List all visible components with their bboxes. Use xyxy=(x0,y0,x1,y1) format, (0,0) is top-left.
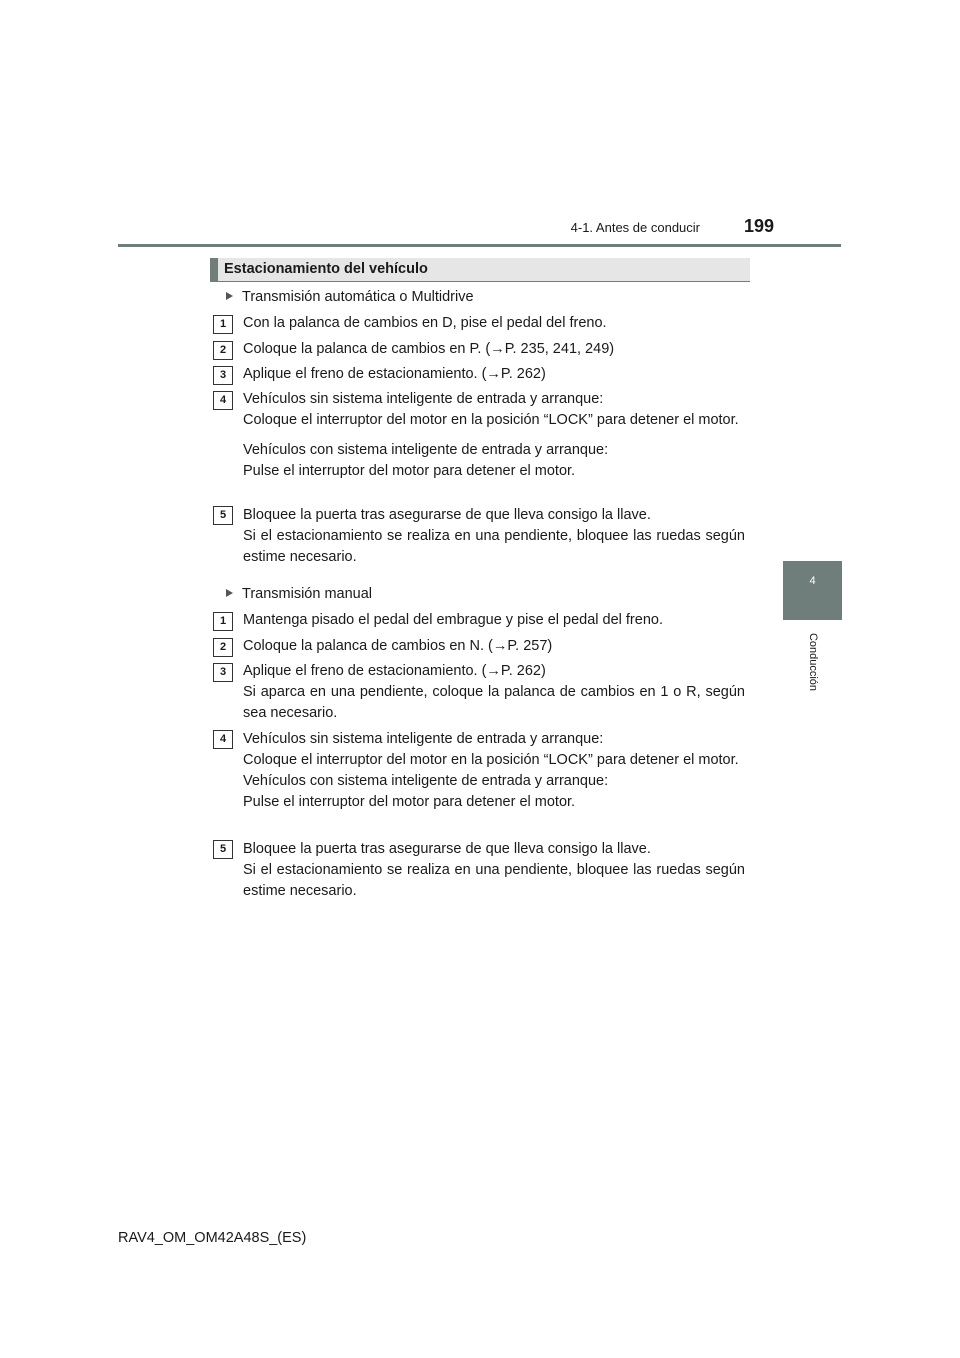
bullet-manual-text: Transmisión manual xyxy=(242,586,373,602)
step-text xyxy=(243,636,745,657)
step-number-box: 5 xyxy=(213,506,233,525)
step-text xyxy=(243,505,745,568)
step-line: Con la palanca de cambios en D, pise el pedal del freno. xyxy=(243,315,607,331)
step-number-box: 4 xyxy=(213,730,233,749)
chapter-label: Conducción xyxy=(807,632,819,692)
chapter-number: 4 xyxy=(809,575,816,587)
step-number-box: 1 xyxy=(213,315,233,334)
header-section-title: 4-1. Antes de conducir xyxy=(570,220,700,235)
step-line: Vehículos con sistema inteligente de entrada y arranque: xyxy=(243,773,609,789)
step-text xyxy=(243,839,745,902)
step-number-box: 4 xyxy=(213,391,233,410)
step-number-box: 5 xyxy=(213,840,233,859)
step-text xyxy=(243,729,745,813)
step-text xyxy=(243,610,745,631)
step-line: Si el estacionamiento se realiza en una pendiente, bloquee las ruedas según estime necesario. xyxy=(243,528,745,565)
triangle-bullet-icon xyxy=(226,292,233,300)
step-text xyxy=(243,389,745,482)
step-line: Pulse el interruptor del motor para detener el motor. xyxy=(243,794,576,810)
step-line: Mantenga pisado el pedal del embrague y pise el pedal del freno. xyxy=(243,612,663,628)
document-code-footer: RAV4_OM_OM42A48S_(ES) xyxy=(118,1230,307,1246)
section-heading-bar xyxy=(210,258,218,282)
bullet-manual xyxy=(226,586,746,602)
step-line: Aplique el freno de estacionamiento. (→P. 262) xyxy=(243,366,546,382)
step-line: Coloque la palanca de cambios en P. (→P. 235, 241, 249) xyxy=(243,341,615,357)
step-number-box: 3 xyxy=(213,366,233,385)
step-text xyxy=(243,339,745,360)
bullet-automatic-text: Transmisión automática o Multidrive xyxy=(242,289,474,305)
step-text xyxy=(243,313,745,334)
section-heading-text: Estacionamiento del vehículo xyxy=(224,261,428,277)
triangle-bullet-icon xyxy=(226,589,233,597)
step-line: Coloque el interruptor del motor en la posición “LOCK” para detener el motor. xyxy=(243,752,739,768)
step-line: Bloquee la puerta tras asegurarse de que lleva consigo la llave. xyxy=(243,841,651,857)
step-text xyxy=(243,661,745,724)
page-number: 199 xyxy=(743,216,774,236)
step-line: Vehículos sin sistema inteligente de entrada y arranque: xyxy=(243,391,604,407)
step-number-box: 2 xyxy=(213,341,233,360)
step-number-box: 1 xyxy=(213,612,233,631)
step-line: Coloque la palanca de cambios en N. (→P. 257) xyxy=(243,638,553,654)
step-line: Coloque el interruptor del motor en la posición “LOCK” para detener el motor. xyxy=(243,412,739,428)
step-text xyxy=(243,364,745,385)
step-number-box: 3 xyxy=(213,663,233,682)
header-rule xyxy=(118,244,841,247)
step-line: Vehículos con sistema inteligente de entrada y arranque: xyxy=(243,442,609,458)
step-line: Aplique el freno de estacionamiento. (→P. 262) xyxy=(243,663,546,679)
step-line: Bloquee la puerta tras asegurarse de que lleva consigo la llave. xyxy=(243,507,651,523)
step-line: Si aparca en una pendiente, coloque la palanca de cambios en 1 o R, según sea necesario. xyxy=(243,684,745,721)
step-line: Si el estacionamiento se realiza en una pendiente, bloquee las ruedas según estime necesario. xyxy=(243,862,745,899)
bullet-automatic xyxy=(226,289,746,305)
step-number-box: 2 xyxy=(213,638,233,657)
step-line: Vehículos sin sistema inteligente de entrada y arranque: xyxy=(243,731,604,747)
step-line: Pulse el interruptor del motor para detener el motor. xyxy=(243,463,576,479)
section-heading xyxy=(210,258,750,282)
